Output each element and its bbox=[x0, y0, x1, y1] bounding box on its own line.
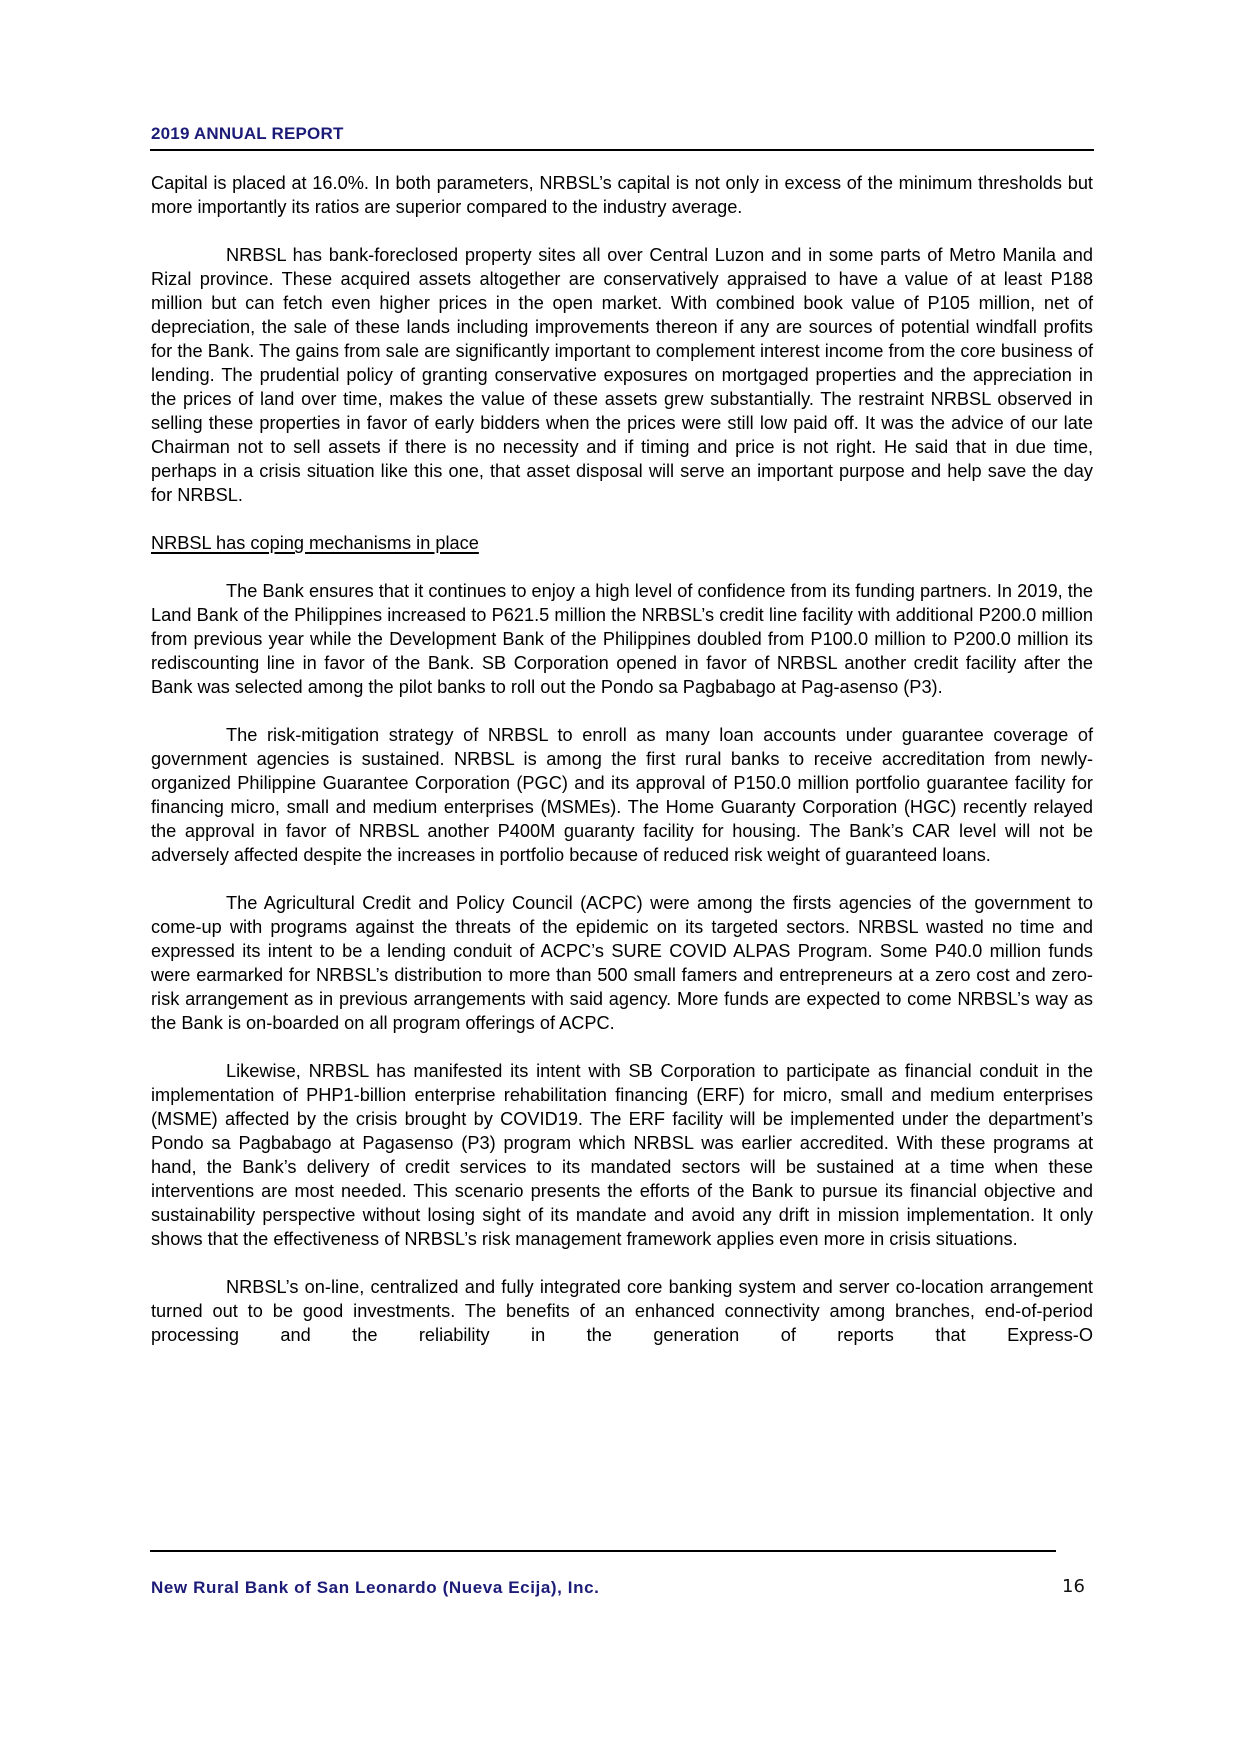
body-text bbox=[151, 171, 1093, 1371]
paragraph-sb-corporation: Likewise, NRBSL has manifested its intent with SB Corporation to participate as financial conduit in the implementation of PHP1-billion enterprise rehabilitation financing (ERF) for micro, small and medium enterprises (MSME) affected by the crisis brought by COVID19. The ERF facility will be implemented under the department’s Pondo sa Pagbabago at Pagasenso (P3) program which NRBSL was earlier accredited. With these programs at hand, the Bank’s delivery of credit services to its mandated sectors will be sustained at a time when these interventions are most needed. This scenario presents the efforts of the Bank to pursue its financial objective and sustainability perspective without losing sight of its mandate and avoid any drift in mission implementation. It only shows that the effectiveness of NRBSL’s risk management framework applies even more in crisis situations. bbox=[151, 1061, 1093, 1249]
paragraph-foreclosed-properties: NRBSL has bank-foreclosed property sites all over Central Luzon and in some parts of Metro Manila and Rizal province. These acquired assets altogether are conservatively appraised to have a value of at least P188 million but can fetch even higher prices in the open market. With combined book value of P105 million, net of depreciation, the sale of these lands including improvements thereon if any are sources of potential windfall profits for the Bank. The gains from sale are significantly important to complement interest income from the core business of lending. The prudential policy of granting conservative exposures on mortgaged properties and the appreciation in the prices of land over time, makes the value of these assets grew substantially. The restraint NRBSL observed in selling these properties in favor of early bidders when the prices were still low paid off. It was the advice of our late Chairman not to sell assets if there is no necessity and if timing and price is not right. He said that in due time, perhaps in a crisis situation like this one, that asset disposal will serve an important purpose and help save the day for NRBSL. bbox=[151, 245, 1093, 505]
footer-organization-name: New Rural Bank of San Leonardo (Nueva Ecija), Inc. bbox=[151, 1578, 600, 1597]
paragraph-funding-partners: The Bank ensures that it continues to enjoy a high level of confidence from its funding partners. In 2019, the Land Bank of the Philippines increased to P621.5 million the NRBSL’s credit line facility with additional P200.0 million from previous year while the Development Bank of the Philippines doubled from P100.0 million to P200.0 million its rediscounting line in favor of the Bank. SB Corporation opened in favor of NRBSL another credit facility after the Bank was selected among the pilot banks to roll out the Pondo sa Pagbabago at Pag-asenso (P3). bbox=[151, 581, 1093, 697]
page-number: 16 bbox=[1062, 1576, 1085, 1597]
paragraph-risk-mitigation: The risk-mitigation strategy of NRBSL to enroll as many loan accounts under guarantee coverage of government agencies is sustained. NRBSL is among the first rural banks to receive accreditation from newly-organized Philippine Guarantee Corporation (PGC) and its approval of P150.0 million portfolio guarantee facility for financing micro, small and medium enterprises (MSMEs). The Home Guaranty Corporation (HGC) recently relayed the approval in favor of NRBSL another P400M guaranty facility for housing. The Bank’s CAR level will not be adversely affected despite the increases in portfolio because of reduced risk weight of guaranteed loans. bbox=[151, 725, 1093, 865]
header-divider bbox=[150, 149, 1094, 151]
footer-divider bbox=[150, 1550, 1056, 1552]
paragraph-core-banking: NRBSL’s on-line, centralized and fully integrated core banking system and server co-location arrangement turned out to be good investments. The benefits of an enhanced connectivity among branches, end-of-period processing and the reliability in the generation of reports that Express-O bbox=[151, 1277, 1093, 1345]
paragraph-capital: Capital is placed at 16.0%. In both parameters, NRBSL’s capital is not only in excess of the minimum thresholds but more importantly its ratios are superior compared to the industry average. bbox=[151, 173, 1093, 217]
running-header-title: 2019 ANNUAL REPORT bbox=[151, 124, 344, 143]
paragraph-acpc: The Agricultural Credit and Policy Council (ACPC) were among the firsts agencies of the government to come-up with programs against the threats of the epidemic on its targeted sectors. NRBSL wasted no time and expressed its intent to be a lending conduit of ACPC’s SURE COVID ALPAS Program. Some P40.0 million funds were earmarked for NRBSL’s distribution to more than 500 small famers and entrepreneurs at a zero cost and zero-risk arrangement as in previous arrangements with said agency. More funds are expected to come NRBSL’s way as the Bank is on-boarded on all program offerings of ACPC. bbox=[151, 893, 1093, 1033]
section-heading: NRBSL has coping mechanisms in place bbox=[151, 533, 479, 553]
